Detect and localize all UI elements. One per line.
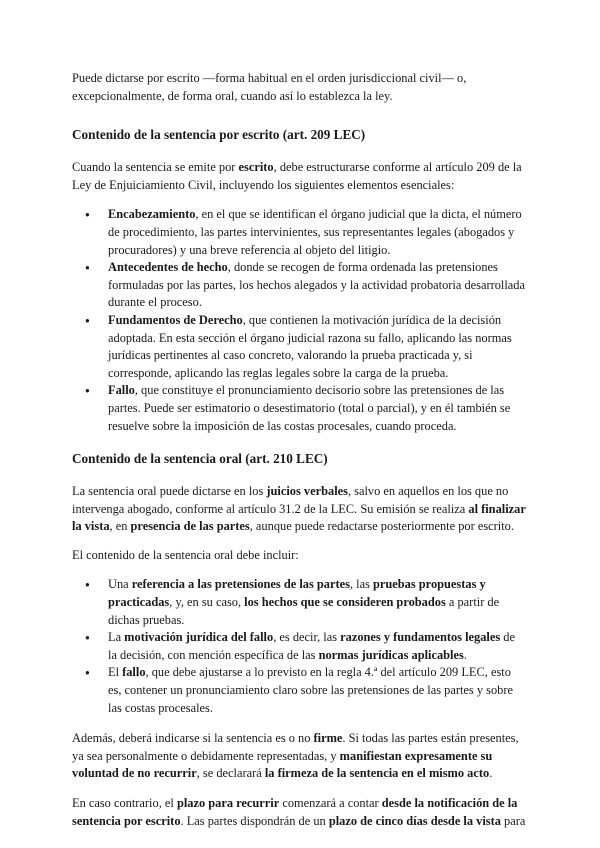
bold-text: fallo	[122, 665, 146, 680]
text-run: En caso contrario, el	[72, 796, 177, 810]
bold-text: motivación jurídica del fallo	[124, 630, 274, 645]
paragraph-plazo-recurrir	[72, 795, 526, 830]
text-run: . Las partes dispondrán de un	[180, 813, 329, 828]
bold-text: presencia de las partes	[130, 519, 250, 534]
intro-paragraph	[72, 70, 526, 105]
text-run: Una	[108, 577, 132, 592]
text-run: , en el que se identifican el órgano judicial que la dicta, el número de procedimiento, las partes intervinientes, sus representantes legales (abogados y procuradores) y una breve referencia al objeto del litigio.	[108, 207, 522, 257]
text-run: Además, deberá indicarse si la sentencia es o no	[72, 731, 314, 746]
heading-sentencia-oral: Contenido de la sentencia oral (art. 210 LEC)	[72, 451, 328, 467]
bold-text: al finalizar la vista	[72, 501, 526, 534]
paragraph-contenido-oral	[72, 547, 526, 565]
bold-text: manifiestan expresamente su voluntad de no recurrir	[72, 748, 493, 781]
text-run: , que debe ajustarse a lo previsto en la regla 4.ª del artículo 209 LEC, esto es, contener un pronunciamiento claro sobre las pretensiones de las partes y sobre las costas procesales.	[108, 665, 513, 715]
bold-text: Encabezamiento	[108, 207, 196, 222]
list-item	[108, 576, 526, 629]
bold-text: Fundamentos de Derecho	[108, 312, 243, 327]
text-run: Cuando la sentencia se emite por	[72, 160, 239, 175]
bold-text: Antecedentes de hecho	[108, 260, 228, 275]
bold-text: pruebas propuestas y practicadas	[108, 577, 486, 610]
bold-text: los hechos que se consideren probados	[244, 595, 446, 610]
heading-sentencia-escrito: Contenido de la sentencia por escrito (art. 209 LEC)	[72, 127, 366, 143]
paragraph-sentencia-escrito	[72, 159, 526, 194]
list-elementos-escrito	[72, 206, 526, 435]
text-run: .	[463, 647, 467, 662]
text-run: El contenido de la sentencia oral debe incluir:	[72, 547, 299, 562]
list-item	[108, 206, 526, 259]
text-run: La sentencia oral puede dictarse en los	[72, 484, 267, 499]
text-run: . Si todas las partes están presentes, ya sea personalmente o debidamente representadas, y	[72, 731, 519, 763]
bold-text: referencia a las pretensiones de las partes	[131, 577, 350, 592]
list-item	[108, 382, 526, 435]
list-item	[108, 664, 526, 717]
text-run: , las	[349, 577, 373, 592]
text-run: La	[108, 630, 125, 645]
text-run: a partir de dichas pruebas.	[108, 595, 500, 627]
text-run: Puede dictarse por escrito —forma habitual en el orden jurisdiccional civil— o, excepcionalmente, de forma oral, cuando así lo establezca la ley.	[72, 71, 467, 103]
bold-text: razones y fundamentos legales	[340, 630, 501, 645]
paragraph-firmeza	[72, 730, 526, 783]
bold-text: Fallo	[108, 383, 135, 398]
bold-text: plazo para recurrir	[176, 796, 280, 810]
bold-text: la firmeza de la sentencia en el mismo acto	[264, 766, 490, 781]
text-run: , salvo en aquellos en los que no intervenga abogado, conforme al artículo 31.2 de la LEC. Su emisión se realiza	[72, 484, 509, 516]
text-run: para	[500, 813, 526, 828]
bold-text: escrito	[238, 160, 274, 175]
list-contenido-oral	[72, 576, 526, 717]
list-item	[108, 312, 526, 382]
bold-text: normas jurídicas aplicables	[318, 647, 464, 662]
bold-text: juicios verbales	[266, 484, 348, 499]
list-item	[108, 259, 526, 312]
paragraph-sentencia-oral	[72, 483, 526, 536]
text-run: , es decir, las	[273, 630, 341, 645]
text-run: , debe estructurarse conforme al artículo 209 de la Ley de Enjuiciamiento Civil, incluyendo los siguientes elementos esenciales:	[72, 160, 522, 192]
text-run: , que contienen la motivación jurídica de la decisión adoptada. En esta sección el órgano judicial razona su fallo, aplicando las normas jurídicas pertinentes al caso concreto, valorando la prueba practicada y, si corresponde, aplicando las reglas legales sobre la carga de la prueba.	[108, 312, 512, 380]
bold-text: plazo de cinco días desde la vista	[328, 813, 501, 828]
text-run: comenzará a contar	[279, 796, 382, 810]
text-run: , que constituye el pronunciamiento decisorio sobre las pretensiones de las partes. Puede ser estimatorio o desestimatorio (total o parcial), y en él también se resuelve sobre la imposición de las costas procesales, cuando proceda.	[108, 383, 511, 433]
text-run: , en	[109, 519, 131, 534]
text-run: , y, en su caso,	[169, 595, 245, 610]
text-run: de la decisión, con mención específica de las	[108, 630, 515, 662]
text-run: El	[108, 665, 123, 680]
text-run: , se declarará	[196, 766, 265, 781]
list-item	[108, 629, 526, 664]
text-run: .	[489, 766, 493, 781]
bold-text: firme	[313, 731, 343, 746]
text-run: , donde se recogen de forma ordenada las pretensiones formuladas por las partes, los hechos alegados y la actividad probatoria desarrollada durante el proceso.	[108, 260, 526, 310]
bold-text: desde la notificación de la sentencia por escrito	[72, 796, 518, 828]
text-run: , aunque puede redactarse posteriormente por escrito.	[249, 519, 514, 534]
